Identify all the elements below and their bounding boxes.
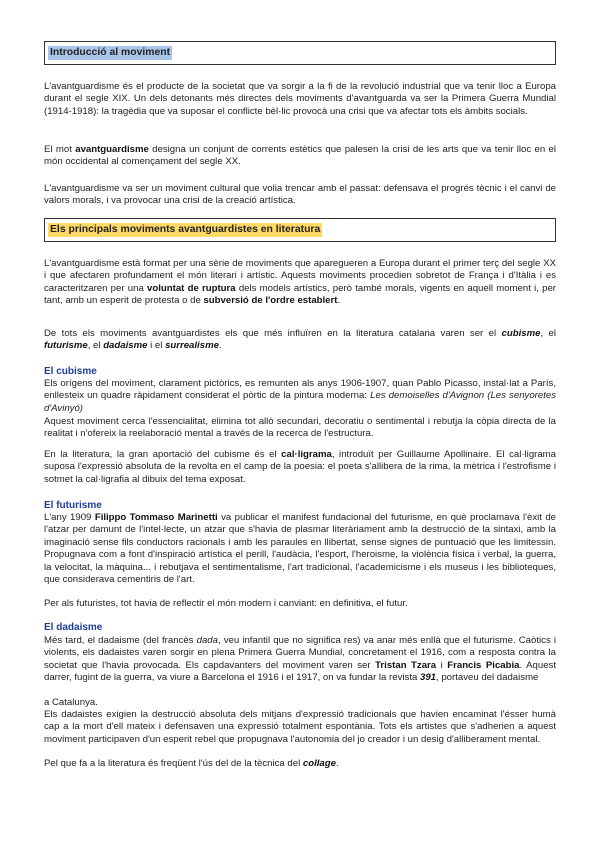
paragraph: El mot avantguardisme designa un conjunt de corrents estètics que palesen la crisi de les arts que va tenir lloc en el món occidental al començament del segle XX. <box>44 144 556 168</box>
paragraph: De tots els moviments avantguardistes els que més influïren en la literatura catalana varen ser el cubisme, el futurisme, el dadaisme i el surrealisme. <box>44 328 556 352</box>
paragraph: L'avantguardisme és el producte de la societat que va sorgir a la fi de la revolució industrial que va tenir lloc a Europa durant el segle XIX. Un dels detonants més directes dels moviments d'avantguarda va ser la Primera Guerra Mundial (1914-1918): la tragèdia que va suposar el conflicte bèl·lic provocà una crisi que va afectar tots els àmbits socials. <box>44 81 556 117</box>
paragraph: Aquest moviment cerca l'essencialitat, elimina tot allò secundari, decoratiu o sentimental i rebutja la còpia directa de la realitat i n'ofereix la reelaboració mental a través de la recerca de l'estructura. <box>44 416 556 440</box>
paragraph: Per als futuristes, tot havia de reflectir el món modern i canviant: en definitiva, el futur. <box>44 598 408 609</box>
paragraph: L'any 1909 Filippo Tommaso Marinetti va publicar el manifest fundacional del futurisme, en què proclamava l'èxit de l'atzar per damunt de l'intel·lecte, un atzar que s'havia de plasmar literàriament amb la destrucció de la sintaxi, amb la imaginació sense fils conductors racionals i amb les paraules en llibertat, sense signes de puntuació que les limitessin. Propugnava com a font d'inspiració artística el perill, l'audàcia, l'esport, l'heroisme, la violència física i verbal, la guerra, la velocitat, la màquina... i rebutjava el sentimentalisme, l'art tradicional, l'academicisme i els museus i les biblioteques, que considerava cementiris de l'art. <box>44 512 556 586</box>
section-heading-box <box>44 218 556 242</box>
paragraph: Pel que fa a la literatura és freqüent l'ús del de la tècnica del collage. <box>44 758 339 769</box>
subheading-cubisme: El cubisme <box>44 366 97 377</box>
section-heading-box <box>44 41 556 65</box>
section-heading: Introducció al moviment <box>50 47 171 58</box>
paragraph: L'avantguardisme va ser un moviment cultural que volia trencar amb el passat: defensava el progrés tècnic i el canvi de valors morals, i va provocar una crisi de la creació artística. <box>44 183 556 207</box>
section-heading: Els principals moviments avantguardistes en literatura <box>50 224 321 235</box>
paragraph: Els orígens del moviment, clarament pictòrics, es remunten als anys 1906-1907, quan Pablo Picasso, instal·lat a París, enllesteix un quadre ràpidament considerat el pòrtic de la pintura moderna: Les demoiselles d'Avignon (Les senyoretes d'Avinyó) <box>44 378 556 414</box>
subheading-dadaisme: El dadaisme <box>44 622 103 633</box>
subheading-futurisme: El futurisme <box>44 500 102 511</box>
paragraph: Els dadaistes exigien la destrucció absoluta dels mitjans d'expressió tradicionals que havien encaminat l'ésser humà cap a la mort d'ell mateix i defensaven una expressió totalment espontània. Tots els artistes que s'adherien a aquest moviment participaven d'un esperit rebel que propugnava l'autonomia del jo creador i un desig d'alliberament mental. <box>44 709 556 745</box>
paragraph: a Catalunya. <box>44 697 98 708</box>
paragraph: En la literatura, la gran aportació del cubisme és el cal·ligrama, introduït per Guillaume Apollinaire. El cal·ligrama suposa l'expressió absoluta de la revolta en el camp de la poesia: el poeta s'allibera de la rima, la mètrica i l'estrofisme i sotmet la cal·ligrafia al dibuix del tema exposat. <box>44 449 557 485</box>
paragraph: Més tard, el dadaisme (del francès dada, veu infantil que no significa res) va anar més enllà que el futurisme. Caòtics i violents, els dadaistes varen sorgir en plena Primera Guerra Mundial, concretament el 1916, com a resposta contra la societat que l'havia provocada. Els capdavanters del moviment varen ser Tristan Tzara i Francis Picabia. Aquest darrer, fugint de la guerra, va viure a Barcelona el 1916 i el 1917, on va fundar la revista 391, portaveu del dadaisme <box>44 635 557 684</box>
paragraph: L'avantguardisme està format per una sèrie de moviments que aparegueren a Europa durant el primer terç del segle XX i que afectaren profundament el món literari i artístic. Aquests moviments procedien sobretot de França i d'Itàlia i es caracteritzaren per una voluntat de ruptura dels models artístics, però també morals, vigents en aquell moment i, per tant, amb un esperit de protesta o de subversió de l'ordre establert. <box>44 258 556 307</box>
